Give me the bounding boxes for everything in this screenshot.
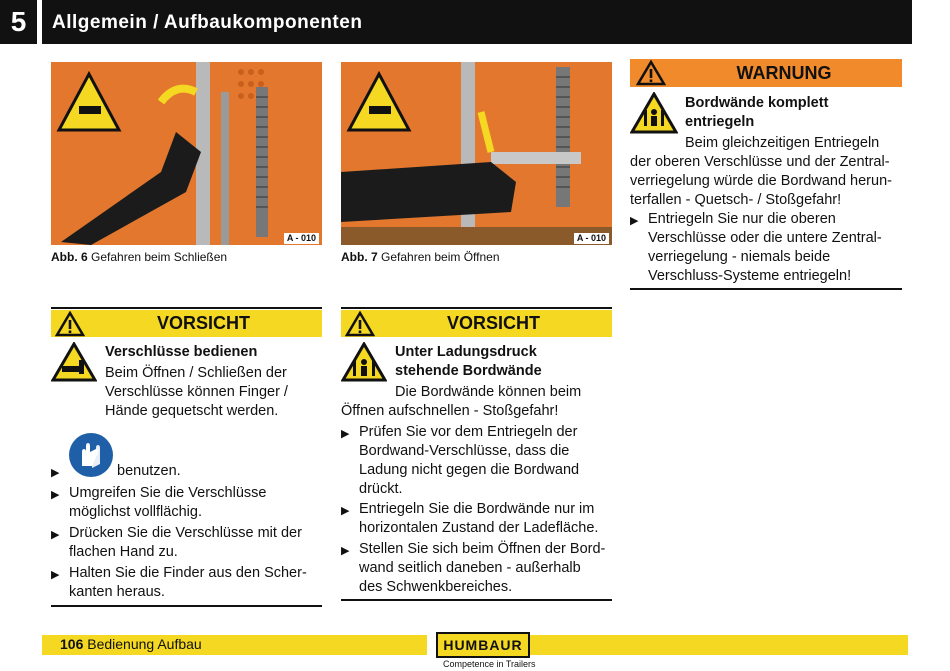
caution-label: VORSICHT <box>156 313 250 333</box>
caution-bullet: ▶ Halten Sie die Finder aus den Scher- <box>51 564 326 585</box>
page-title: Allgemein / Aufbaukomponenten <box>52 12 363 33</box>
caption-number: Abb. 7 <box>341 250 378 264</box>
divider <box>51 605 322 607</box>
warning-bullet: ▶ Entriegeln Sie nur die oberen Verschlüsse oder die untere Zentral- verriegelung - niemals beide Verschluss-Systeme entriegeln! <box>630 211 882 284</box>
figure-caption <box>51 250 227 264</box>
figure-caption <box>341 250 500 264</box>
divider <box>341 307 612 309</box>
warning-heading: Bordwände komplett entriegeln <box>685 95 829 130</box>
caution-body-line: Öffnen aufschnellen - Stoßgefahr! <box>341 403 559 419</box>
caution-bullet: ▶ Prüfen Sie vor dem Entriegeln der Bordwand-Verschlüsse, dass die Ladung nicht gegen die Bordwand drückt. <box>341 424 580 497</box>
caution-header <box>341 310 612 337</box>
hand-crush-icon <box>51 342 97 382</box>
caution-body-line: Die Bordwände können beim <box>395 384 582 400</box>
caution-bullet: ▶ Stellen Sie sich beim Öffnen der Bord- wand seitlich daneben - außerhalb des Schwenkbereiches. <box>341 541 606 595</box>
bullet-arrow-icon: ▶ <box>630 215 639 227</box>
page-number: 106 <box>60 636 84 652</box>
divider <box>341 599 612 601</box>
bullet-arrow-icon: ▶ <box>341 428 350 440</box>
bullet-arrow-icon: ▶ <box>341 505 350 517</box>
bullet-arrow-icon: ▶ <box>51 569 60 581</box>
divider <box>51 307 322 309</box>
bullet-arrow-icon: ▶ <box>51 467 60 479</box>
caution-header <box>51 310 322 337</box>
caution-bullet: ▶ Drücken Sie die Verschlüsse mit der <box>51 524 326 545</box>
caution-bullet: ▶ Umgreifen Sie die Verschlüsse <box>51 484 326 505</box>
caution-bullet-line: flachen Hand zu. <box>69 544 178 560</box>
bullet-arrow-icon: ▶ <box>341 545 350 557</box>
bullet-arrow-icon: ▶ <box>51 489 60 501</box>
caution-body: Beim Öffnen / Schließen der Verschlüsse können Finger / Hände gequetscht werden. <box>105 365 288 419</box>
impact-hazard-icon <box>341 342 387 382</box>
caution-bullet: ▶ Entriegeln Sie die Bordwände nur im horizontalen Zustand der Ladefläche. <box>341 501 599 536</box>
warning-triangle-icon <box>55 311 85 337</box>
warning-body: der oberen Verschlüsse und der Zentral- verriegelung würde die Bordwand herun- terfallen - Quetsch- / Stoßgefahr! <box>630 154 892 208</box>
caution-label: VORSICHT <box>446 313 540 333</box>
footer-section <box>60 636 202 652</box>
caption-number: Abb. 6 <box>51 250 88 264</box>
warning-triangle-icon <box>636 60 666 86</box>
chapter-number: 5 <box>0 0 37 44</box>
figure-closing-photo <box>51 62 322 245</box>
figure-code: A - 010 <box>574 233 609 244</box>
caution-bullet-line: möglichst vollflächig. <box>69 504 202 520</box>
figure-code: A - 010 <box>284 233 319 244</box>
crush-hazard-icon <box>630 92 678 134</box>
caution-bullet-line: kanten heraus. <box>69 584 165 600</box>
footer-section-name: Bedienung Aufbau <box>87 636 202 652</box>
brand-logo: HUMBAUR <box>436 632 530 658</box>
warning-header <box>630 59 902 87</box>
bullet-arrow-icon: ▶ <box>51 529 60 541</box>
caption-text: Gefahren beim Schließen <box>91 250 228 264</box>
caution-bullet: ▶ benutzen. <box>51 462 326 483</box>
caution-heading: Verschlüsse bedienen <box>105 344 258 360</box>
figure-opening-photo <box>341 62 612 245</box>
divider <box>630 288 902 290</box>
footer-bar-right <box>530 635 908 655</box>
caption-text: Gefahren beim Öffnen <box>381 250 500 264</box>
warning-triangle-icon <box>345 311 375 337</box>
warning-body-line: Beim gleichzeitigen Entriegeln <box>685 135 880 151</box>
warning-label: WARNUNG <box>736 62 832 83</box>
caution-heading: Unter Ladungsdruck stehende Bordwände <box>395 344 542 379</box>
brand-tagline: Competence in Trailers <box>443 659 536 669</box>
